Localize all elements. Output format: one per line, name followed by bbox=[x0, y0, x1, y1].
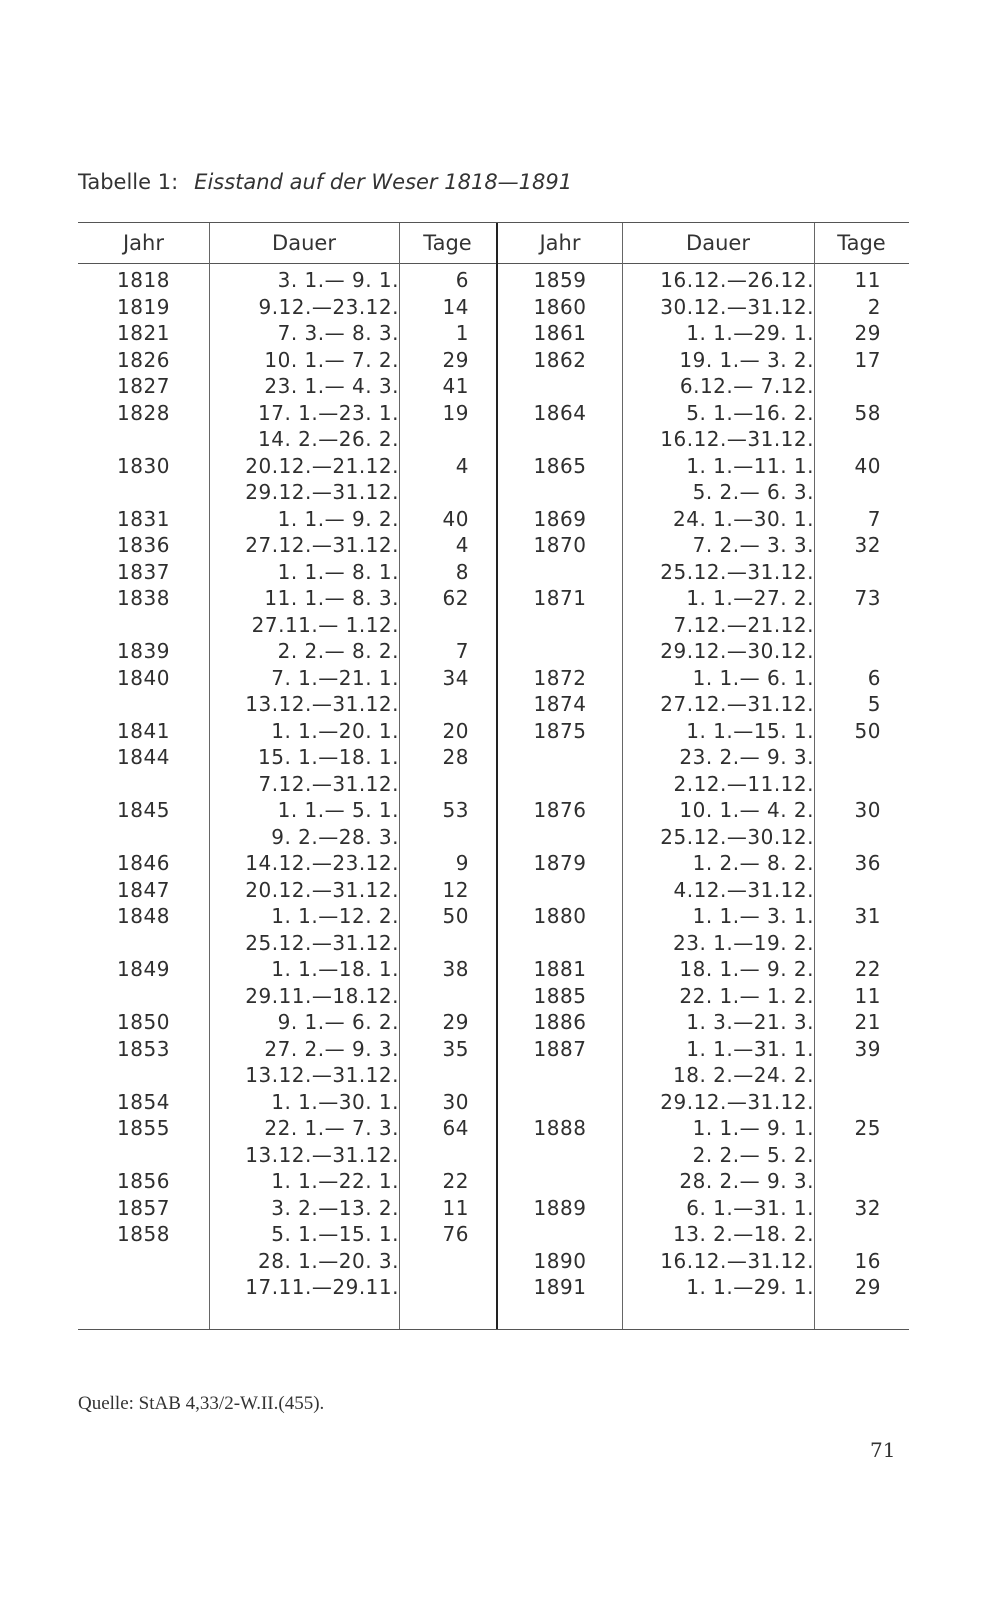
header-tage: Tage bbox=[837, 231, 886, 255]
cell-jahr: 1840 bbox=[117, 665, 170, 690]
cell-dauer: 1. 1.—12. 2. bbox=[271, 904, 399, 928]
cell-tage: 30 bbox=[854, 798, 881, 822]
cell-tage: 19 bbox=[442, 400, 469, 425]
cell-dauer: 27.12.—31.12. bbox=[245, 533, 399, 557]
header-tage: Tage bbox=[423, 231, 472, 255]
page-number: 71 bbox=[870, 1438, 896, 1462]
cell-dauer: 7.12.—21.12. bbox=[673, 612, 814, 637]
table-row bbox=[498, 320, 909, 347]
cell-dauer: 1. 3.—21. 3. bbox=[686, 1010, 814, 1034]
cell-jahr: 1875 bbox=[533, 718, 587, 743]
cell-jahr: 1886 bbox=[533, 1010, 587, 1034]
cell-jahr: 1870 bbox=[533, 533, 587, 557]
cell-jahr: 1860 bbox=[533, 294, 587, 319]
table-row bbox=[498, 956, 909, 983]
table-row bbox=[498, 1115, 909, 1142]
cell-tage: 25 bbox=[854, 1116, 881, 1140]
table-right-half bbox=[496, 223, 909, 1329]
cell-jahr: 1844 bbox=[117, 745, 170, 769]
table-row bbox=[78, 1195, 496, 1222]
table-row bbox=[498, 744, 909, 771]
table-row bbox=[498, 1009, 909, 1036]
cell-tage: 4 bbox=[455, 533, 469, 557]
cell-dauer: 29.12.—30.12. bbox=[660, 639, 814, 663]
cell-dauer: 10. 1.— 7. 2. bbox=[264, 347, 399, 372]
cell-tage: 7 bbox=[455, 639, 469, 663]
cell-dauer: 25.12.—31.12. bbox=[245, 930, 399, 955]
cell-jahr: 1859 bbox=[533, 268, 587, 292]
table-row bbox=[78, 347, 496, 374]
cell-jahr: 1841 bbox=[117, 718, 170, 743]
cell-tage: 38 bbox=[442, 957, 469, 981]
header-dauer: Dauer bbox=[272, 231, 336, 255]
table-left-half bbox=[78, 223, 496, 1329]
cell-dauer: 6.12.— 7.12. bbox=[679, 374, 814, 398]
cell-jahr: 1827 bbox=[117, 374, 170, 398]
table-row bbox=[78, 718, 496, 745]
table-row bbox=[78, 1062, 496, 1089]
cell-dauer: 2. 2.— 5. 2. bbox=[692, 1142, 814, 1167]
cell-jahr: 1819 bbox=[117, 294, 170, 319]
table-row bbox=[498, 1221, 909, 1248]
table-row bbox=[498, 850, 909, 877]
cell-jahr: 1858 bbox=[117, 1222, 170, 1246]
cell-dauer: 1. 1.—22. 1. bbox=[271, 1169, 399, 1193]
cell-tage: 29 bbox=[854, 1275, 881, 1299]
cell-tage: 40 bbox=[854, 453, 881, 478]
table-row bbox=[78, 1009, 496, 1036]
table-row bbox=[78, 585, 496, 612]
cell-jahr: 1865 bbox=[533, 453, 587, 478]
cell-dauer: 5. 1.—15. 1. bbox=[271, 1222, 399, 1246]
table-row bbox=[78, 1089, 496, 1116]
cell-jahr: 1853 bbox=[117, 1036, 170, 1061]
table-row bbox=[498, 347, 909, 374]
cell-dauer: 13.12.—31.12. bbox=[245, 692, 399, 716]
table-row bbox=[78, 903, 496, 930]
cell-tage: 76 bbox=[442, 1222, 469, 1246]
table-header-row bbox=[78, 223, 496, 264]
cell-jahr: 1885 bbox=[533, 983, 587, 1008]
table-row bbox=[498, 1248, 909, 1275]
cell-tage: 62 bbox=[442, 586, 469, 610]
cell-jahr: 1818 bbox=[117, 268, 170, 292]
cell-jahr: 1876 bbox=[533, 798, 587, 822]
table-row bbox=[78, 638, 496, 665]
cell-dauer: 30.12.—31.12. bbox=[660, 294, 814, 319]
cell-dauer: 1. 1.—27. 2. bbox=[686, 586, 814, 610]
table-row bbox=[498, 294, 909, 321]
caption-title: Eisstand auf der Weser 1818—1891 bbox=[194, 170, 573, 194]
cell-tage: 36 bbox=[854, 851, 881, 875]
cell-dauer: 15. 1.—18. 1. bbox=[258, 745, 399, 769]
cell-jahr: 1889 bbox=[533, 1195, 587, 1220]
cell-tage: 6 bbox=[867, 665, 881, 690]
cell-jahr: 1856 bbox=[117, 1169, 170, 1193]
cell-tage: 32 bbox=[854, 1195, 881, 1220]
cell-tage: 21 bbox=[854, 1010, 881, 1034]
cell-tage: 28 bbox=[442, 745, 469, 769]
cell-tage: 29 bbox=[854, 321, 881, 345]
table-row bbox=[78, 956, 496, 983]
cell-dauer: 10. 1.— 4. 2. bbox=[679, 798, 814, 822]
table-row bbox=[78, 320, 496, 347]
cell-tage: 12 bbox=[442, 877, 469, 902]
cell-dauer: 28. 2.— 9. 3. bbox=[679, 1169, 814, 1193]
table-row bbox=[78, 267, 496, 294]
cell-dauer: 1. 1.—20. 1. bbox=[271, 718, 399, 743]
cell-tage: 4 bbox=[455, 453, 469, 478]
cell-tage: 64 bbox=[442, 1116, 469, 1140]
table-row bbox=[498, 559, 909, 586]
cell-tage: 22 bbox=[854, 957, 881, 981]
table-body-left bbox=[78, 267, 496, 1301]
table-caption bbox=[78, 170, 572, 194]
cell-dauer: 16.12.—26.12. bbox=[660, 268, 814, 292]
cell-dauer: 7.12.—31.12. bbox=[258, 771, 399, 796]
cell-jahr: 1888 bbox=[533, 1116, 587, 1140]
cell-dauer: 11. 1.— 8. 3. bbox=[264, 586, 399, 610]
cell-dauer: 17.11.—29.11. bbox=[245, 1275, 399, 1299]
cell-dauer: 13.12.—31.12. bbox=[245, 1142, 399, 1167]
cell-dauer: 17. 1.—23. 1. bbox=[258, 400, 399, 425]
cell-jahr: 1845 bbox=[117, 798, 170, 822]
cell-jahr: 1881 bbox=[533, 957, 587, 981]
cell-dauer: 20.12.—31.12. bbox=[245, 877, 399, 902]
cell-dauer: 2.12.—11.12. bbox=[673, 771, 814, 796]
table-row bbox=[78, 506, 496, 533]
table-row bbox=[498, 479, 909, 506]
cell-tage: 11 bbox=[854, 268, 881, 292]
cell-dauer: 22. 1.— 1. 2. bbox=[679, 983, 814, 1008]
cell-tage: 16 bbox=[854, 1248, 881, 1273]
cell-dauer: 14.12.—23.12. bbox=[245, 851, 399, 875]
cell-tage: 5 bbox=[867, 692, 881, 716]
cell-dauer: 5. 2.— 6. 3. bbox=[692, 480, 814, 504]
table-header-row bbox=[498, 223, 909, 264]
cell-jahr: 1861 bbox=[533, 321, 587, 345]
cell-jahr: 1855 bbox=[117, 1116, 170, 1140]
cell-jahr: 1887 bbox=[533, 1036, 587, 1061]
cell-tage: 1 bbox=[455, 321, 469, 345]
cell-jahr: 1869 bbox=[533, 506, 587, 531]
table-row bbox=[498, 1195, 909, 1222]
cell-dauer: 29.11.—18.12. bbox=[245, 983, 399, 1008]
cell-tage: 34 bbox=[442, 665, 469, 690]
table-row bbox=[78, 665, 496, 692]
cell-dauer: 29.12.—31.12. bbox=[245, 480, 399, 504]
cell-dauer: 3. 2.—13. 2. bbox=[271, 1195, 399, 1220]
cell-dauer: 23. 2.— 9. 3. bbox=[679, 745, 814, 769]
cell-jahr: 1839 bbox=[117, 639, 170, 663]
cell-tage: 41 bbox=[442, 374, 469, 398]
table-row bbox=[78, 1248, 496, 1275]
cell-dauer: 1. 1.— 5. 1. bbox=[277, 798, 399, 822]
table-row bbox=[78, 479, 496, 506]
table-row bbox=[78, 400, 496, 427]
cell-dauer: 5. 1.—16. 2. bbox=[686, 400, 814, 425]
cell-dauer: 9. 1.— 6. 2. bbox=[277, 1010, 399, 1034]
cell-dauer: 20.12.—21.12. bbox=[245, 453, 399, 478]
table-row bbox=[498, 1168, 909, 1195]
cell-dauer: 3. 1.— 9. 1. bbox=[277, 268, 399, 292]
table-row bbox=[78, 771, 496, 798]
table-row bbox=[498, 903, 909, 930]
cell-tage: 22 bbox=[442, 1169, 469, 1193]
cell-dauer: 1. 1.—30. 1. bbox=[271, 1089, 399, 1114]
table-row bbox=[498, 267, 909, 294]
table-row bbox=[78, 983, 496, 1010]
table-row bbox=[78, 691, 496, 718]
cell-dauer: 1. 1.—29. 1. bbox=[686, 321, 814, 345]
cell-tage: 73 bbox=[854, 586, 881, 610]
cell-jahr: 1846 bbox=[117, 851, 170, 875]
cell-dauer: 1. 1.—11. 1. bbox=[686, 453, 814, 478]
cell-tage: 30 bbox=[442, 1089, 469, 1114]
cell-dauer: 1. 1.— 3. 1. bbox=[692, 904, 814, 928]
table-row bbox=[78, 294, 496, 321]
cell-jahr: 1836 bbox=[117, 533, 170, 557]
cell-dauer: 13. 2.—18. 2. bbox=[673, 1222, 814, 1246]
cell-jahr: 1854 bbox=[117, 1089, 170, 1114]
table-row bbox=[78, 559, 496, 586]
cell-jahr: 1864 bbox=[533, 400, 587, 425]
table-row bbox=[78, 373, 496, 400]
cell-tage: 35 bbox=[442, 1036, 469, 1061]
cell-dauer: 2. 2.— 8. 2. bbox=[277, 639, 399, 663]
cell-dauer: 9. 2.—28. 3. bbox=[271, 824, 399, 849]
table-row bbox=[498, 612, 909, 639]
cell-tage: 53 bbox=[442, 798, 469, 822]
table-row bbox=[498, 585, 909, 612]
cell-jahr: 1879 bbox=[533, 851, 587, 875]
table-row bbox=[498, 1142, 909, 1169]
cell-dauer: 18. 2.—24. 2. bbox=[673, 1063, 814, 1087]
cell-dauer: 1. 1.—31. 1. bbox=[686, 1036, 814, 1061]
table-row bbox=[498, 771, 909, 798]
cell-dauer: 25.12.—31.12. bbox=[660, 559, 814, 584]
cell-tage: 11 bbox=[854, 983, 881, 1008]
cell-tage: 6 bbox=[455, 268, 469, 292]
cell-jahr: 1862 bbox=[533, 347, 587, 372]
table-row bbox=[498, 983, 909, 1010]
cell-jahr: 1831 bbox=[117, 506, 170, 531]
cell-dauer: 23. 1.—19. 2. bbox=[673, 930, 814, 955]
cell-tage: 7 bbox=[867, 506, 881, 531]
cell-dauer: 18. 1.— 9. 2. bbox=[679, 957, 814, 981]
table-row bbox=[78, 426, 496, 453]
cell-tage: 39 bbox=[854, 1036, 881, 1061]
header-dauer: Dauer bbox=[686, 231, 750, 255]
cell-dauer: 1. 1.— 9. 2. bbox=[277, 506, 399, 531]
caption-label: Tabelle 1: bbox=[78, 170, 179, 194]
table-body-right bbox=[498, 267, 909, 1301]
cell-jahr: 1848 bbox=[117, 904, 170, 928]
table-row bbox=[498, 400, 909, 427]
ice-table bbox=[78, 222, 909, 1330]
cell-dauer: 1. 1.— 8. 1. bbox=[277, 559, 399, 584]
cell-tage: 14 bbox=[442, 294, 469, 319]
cell-dauer: 23. 1.— 4. 3. bbox=[264, 374, 399, 398]
cell-dauer: 22. 1.— 7. 3. bbox=[264, 1116, 399, 1140]
table-row bbox=[498, 506, 909, 533]
cell-tage: 11 bbox=[442, 1195, 469, 1220]
cell-tage: 2 bbox=[867, 294, 881, 319]
cell-dauer: 6. 1.—31. 1. bbox=[686, 1195, 814, 1220]
cell-dauer: 4.12.—31.12. bbox=[673, 877, 814, 902]
table-row bbox=[498, 691, 909, 718]
table-row bbox=[78, 612, 496, 639]
table-row bbox=[498, 638, 909, 665]
table-row bbox=[498, 1062, 909, 1089]
cell-jahr: 1871 bbox=[533, 586, 587, 610]
cell-jahr: 1847 bbox=[117, 877, 170, 902]
table-row bbox=[498, 1089, 909, 1116]
cell-dauer: 13.12.—31.12. bbox=[245, 1063, 399, 1087]
cell-jahr: 1891 bbox=[533, 1275, 587, 1299]
cell-jahr: 1890 bbox=[533, 1248, 587, 1273]
table-row bbox=[498, 877, 909, 904]
cell-dauer: 1. 2.— 8. 2. bbox=[692, 851, 814, 875]
table-row bbox=[498, 824, 909, 851]
table-row bbox=[78, 850, 496, 877]
cell-tage: 8 bbox=[455, 559, 469, 584]
cell-dauer: 28. 1.—20. 3. bbox=[258, 1248, 399, 1273]
cell-tage: 40 bbox=[442, 506, 469, 531]
table-row bbox=[498, 1036, 909, 1063]
cell-jahr: 1872 bbox=[533, 665, 587, 690]
table-row bbox=[498, 426, 909, 453]
cell-tage: 17 bbox=[854, 347, 881, 372]
cell-tage: 32 bbox=[854, 533, 881, 557]
cell-dauer: 1. 1.—18. 1. bbox=[271, 957, 399, 981]
cell-dauer: 1. 1.— 9. 1. bbox=[692, 1116, 814, 1140]
header-jahr: Jahr bbox=[539, 231, 581, 255]
cell-tage: 29 bbox=[442, 1010, 469, 1034]
cell-jahr: 1821 bbox=[117, 321, 170, 345]
cell-dauer: 7. 3.— 8. 3. bbox=[277, 321, 399, 345]
cell-tage: 50 bbox=[442, 904, 469, 928]
cell-tage: 9 bbox=[455, 851, 469, 875]
table-row bbox=[78, 1274, 496, 1301]
table-row bbox=[78, 1168, 496, 1195]
cell-dauer: 7. 1.—21. 1. bbox=[271, 665, 399, 690]
table-row bbox=[78, 824, 496, 851]
cell-tage: 58 bbox=[854, 400, 881, 425]
table-row bbox=[498, 797, 909, 824]
table-row bbox=[498, 930, 909, 957]
cell-jahr: 1849 bbox=[117, 957, 170, 981]
table-row bbox=[78, 797, 496, 824]
cell-dauer: 29.12.—31.12. bbox=[660, 1089, 814, 1114]
cell-dauer: 27. 2.— 9. 3. bbox=[264, 1036, 399, 1061]
cell-jahr: 1828 bbox=[117, 400, 170, 425]
table-row bbox=[498, 373, 909, 400]
header-jahr: Jahr bbox=[122, 231, 164, 255]
cell-dauer: 25.12.—30.12. bbox=[660, 824, 814, 849]
cell-tage: 31 bbox=[854, 904, 881, 928]
table-row bbox=[78, 532, 496, 559]
cell-jahr: 1830 bbox=[117, 453, 170, 478]
cell-tage: 50 bbox=[854, 718, 881, 743]
source-note: Quelle: StAB 4,33/2-W.II.(455). bbox=[78, 1393, 325, 1414]
cell-jahr: 1838 bbox=[117, 586, 170, 610]
table-row bbox=[78, 877, 496, 904]
cell-dauer: 14. 2.—26. 2. bbox=[258, 427, 399, 451]
cell-dauer: 1. 1.—29. 1. bbox=[686, 1275, 814, 1299]
cell-dauer: 24. 1.—30. 1. bbox=[673, 506, 814, 531]
cell-dauer: 16.12.—31.12. bbox=[660, 1248, 814, 1273]
table-row bbox=[78, 1115, 496, 1142]
cell-dauer: 16.12.—31.12. bbox=[660, 427, 814, 451]
cell-dauer: 7. 2.— 3. 3. bbox=[692, 533, 814, 557]
table-row bbox=[78, 1221, 496, 1248]
table-row bbox=[498, 453, 909, 480]
cell-tage: 20 bbox=[442, 718, 469, 743]
cell-dauer: 9.12.—23.12. bbox=[258, 294, 399, 319]
cell-dauer: 19. 1.— 3. 2. bbox=[679, 347, 814, 372]
table-row bbox=[498, 665, 909, 692]
cell-jahr: 1874 bbox=[533, 692, 587, 716]
cell-jahr: 1837 bbox=[117, 559, 170, 584]
cell-dauer: 1. 1.—15. 1. bbox=[686, 718, 814, 743]
cell-jahr: 1880 bbox=[533, 904, 587, 928]
table-row bbox=[498, 532, 909, 559]
cell-tage: 29 bbox=[442, 347, 469, 372]
cell-jahr: 1850 bbox=[117, 1010, 170, 1034]
cell-dauer: 27.11.— 1.12. bbox=[251, 612, 399, 637]
cell-dauer: 1. 1.— 6. 1. bbox=[692, 665, 814, 690]
table-row bbox=[78, 453, 496, 480]
table-row bbox=[78, 744, 496, 771]
table-row bbox=[78, 930, 496, 957]
cell-jahr: 1826 bbox=[117, 347, 170, 372]
cell-dauer: 27.12.—31.12. bbox=[660, 692, 814, 716]
cell-jahr: 1857 bbox=[117, 1195, 170, 1220]
table-row bbox=[78, 1142, 496, 1169]
table-row bbox=[498, 1274, 909, 1301]
table-row bbox=[78, 1036, 496, 1063]
table-row bbox=[498, 718, 909, 745]
